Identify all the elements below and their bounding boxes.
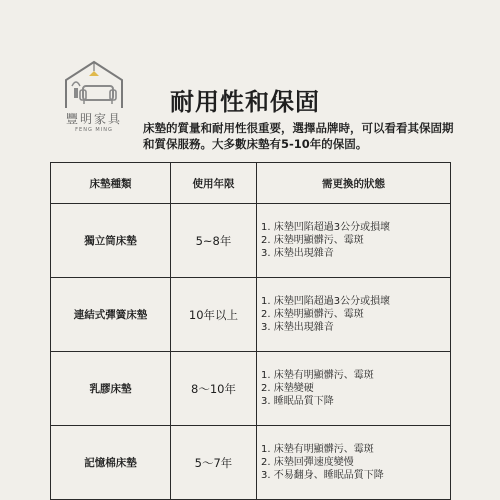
condition-item: 2. 床墊明顯髒污、霉斑 [261,235,364,246]
table-row [51,426,451,500]
replace-conditions [257,352,451,426]
header-conditions: 需更換的狀態 [257,163,451,204]
header-type: 床墊種類 [51,163,171,204]
brand-subtitle: FENG MING [75,127,113,133]
condition-item: 2. 床墊回彈速度變慢 [261,457,354,468]
replace-conditions [257,278,451,352]
condition-item: 2. 床墊變硬 [261,383,314,394]
condition-item: 2. 床墊明顯髒污、霉斑 [261,309,364,320]
table-row [51,204,451,278]
condition-item: 3. 睡眠品質下降 [261,396,334,407]
table-header-row [51,163,451,204]
mattress-type: 乳膠床墊 [51,352,171,426]
condition-item: 1. 床墊有明顯髒污、霉斑 [261,444,374,455]
replace-conditions [257,426,451,500]
lifespan: 10年以上 [171,278,257,352]
mattress-table [50,162,451,500]
mattress-type: 連結式彈簧床墊 [51,278,171,352]
header-years: 使用年限 [171,163,257,204]
table-row [51,352,451,426]
condition-item: 1. 床墊有明顯髒污、霉斑 [261,370,374,381]
condition-item: 3. 不易翻身、睡眠品質下降 [261,470,384,481]
lifespan: 8〜10年 [171,352,257,426]
condition-item: 3. 床墊出現雜音 [261,322,334,333]
table-row [51,278,451,352]
description: 床墊的質量和耐用性很重要，選擇品牌時，可以看看其保固期和質保服務。大多數床墊有5-10年的保固。 [143,121,454,151]
lifespan: 5〜7年 [171,426,257,500]
lifespan: 5~8年 [171,204,257,278]
condition-item: 3. 床墊出現雜音 [261,248,334,259]
page-title: 耐用性和保固 [170,88,320,116]
brand-name: 豐明家具 [65,112,122,126]
mattress-type: 獨立筒床墊 [51,204,171,278]
condition-item: 1. 床墊凹陷超過3公分或損壞 [261,296,391,307]
brand-logo [58,58,130,138]
replace-conditions [257,204,451,278]
mattress-type: 記憶棉床墊 [51,426,171,500]
house-sofa-icon [58,58,130,110]
condition-item: 1. 床墊凹陷超過3公分或損壞 [261,222,391,233]
